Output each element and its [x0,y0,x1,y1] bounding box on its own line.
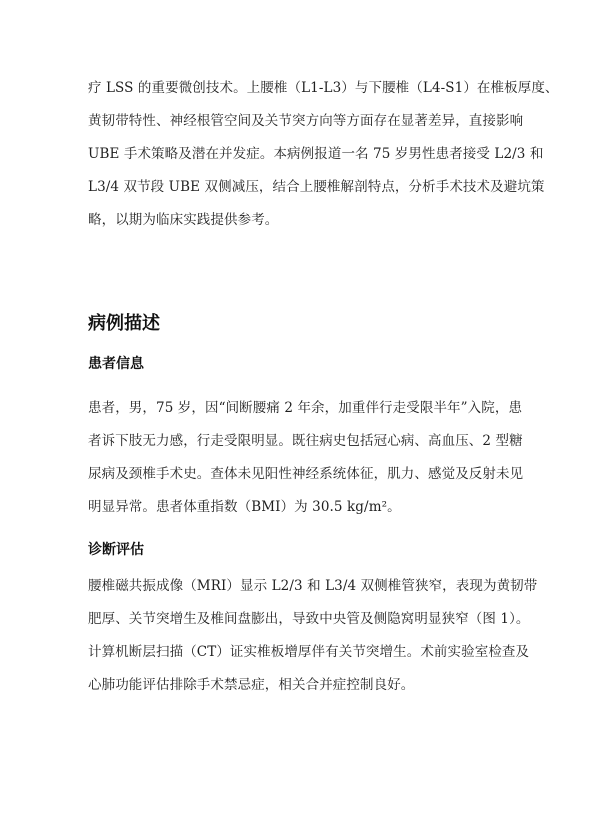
text-line: 明显异常。患者体重指数（BMI）为 30.5 kg/m²。 [88,499,401,515]
text-line: 肥厚、关节突增生及椎间盘膨出，导致中央管及侧隐窝明显狭窄（图 1）。 [88,611,530,627]
text-line: 疗 LSS 的重要微创技术。上腰椎（L1-L3）与下腰椎（L4-S1）在椎板厚度、 [88,80,559,96]
diagnosis-heading: 诊断评估 [88,542,144,558]
section-title: 病例描述 [88,313,160,334]
patient-info-heading: 患者信息 [88,356,144,372]
text-line: 患者，男，75 岁，因“间断腰痛 2 年余，加重伴行走受限半年”入院，患 [88,400,523,416]
patient-info-paragraph [88,392,524,524]
text-line: 者诉下肢无力感，行走受限明显。既往病史包括冠心病、高血压、2 型糖 [88,433,523,449]
text-line: 计算机断层扫描（CT）证实椎板增厚伴有关节突增生。术前实验室检查及 [88,644,530,660]
text-line: L3/4 双节段 UBE 双侧减压，结合上腰椎解剖特点，分析手术技术及避坑策 [88,179,545,195]
text-line: 腰椎磁共振成像（MRI）显示 L2/3 和 L3/4 双侧椎管狭窄，表现为黄韧带 [88,578,538,594]
text-line: UBE 手术策略及潜在并发症。本病例报道一名 75 岁男性患者接受 L2/3 和 [88,146,544,162]
text-line: 略，以期为临床实践提供参考。 [88,212,279,228]
diagnosis-paragraph [88,570,538,702]
text-line: 心肺功能评估排除手术禁忌症，相关合并症控制良好。 [88,677,415,693]
text-line: 黄韧带特性、神经根管空间及关节突方向等方面存在显著差异，直接影响 [88,113,524,129]
text-line: 尿病及颈椎手术史。查体未见阳性神经系统体征，肌力、感觉及反射未见 [88,466,524,482]
intro-paragraph [88,72,559,237]
